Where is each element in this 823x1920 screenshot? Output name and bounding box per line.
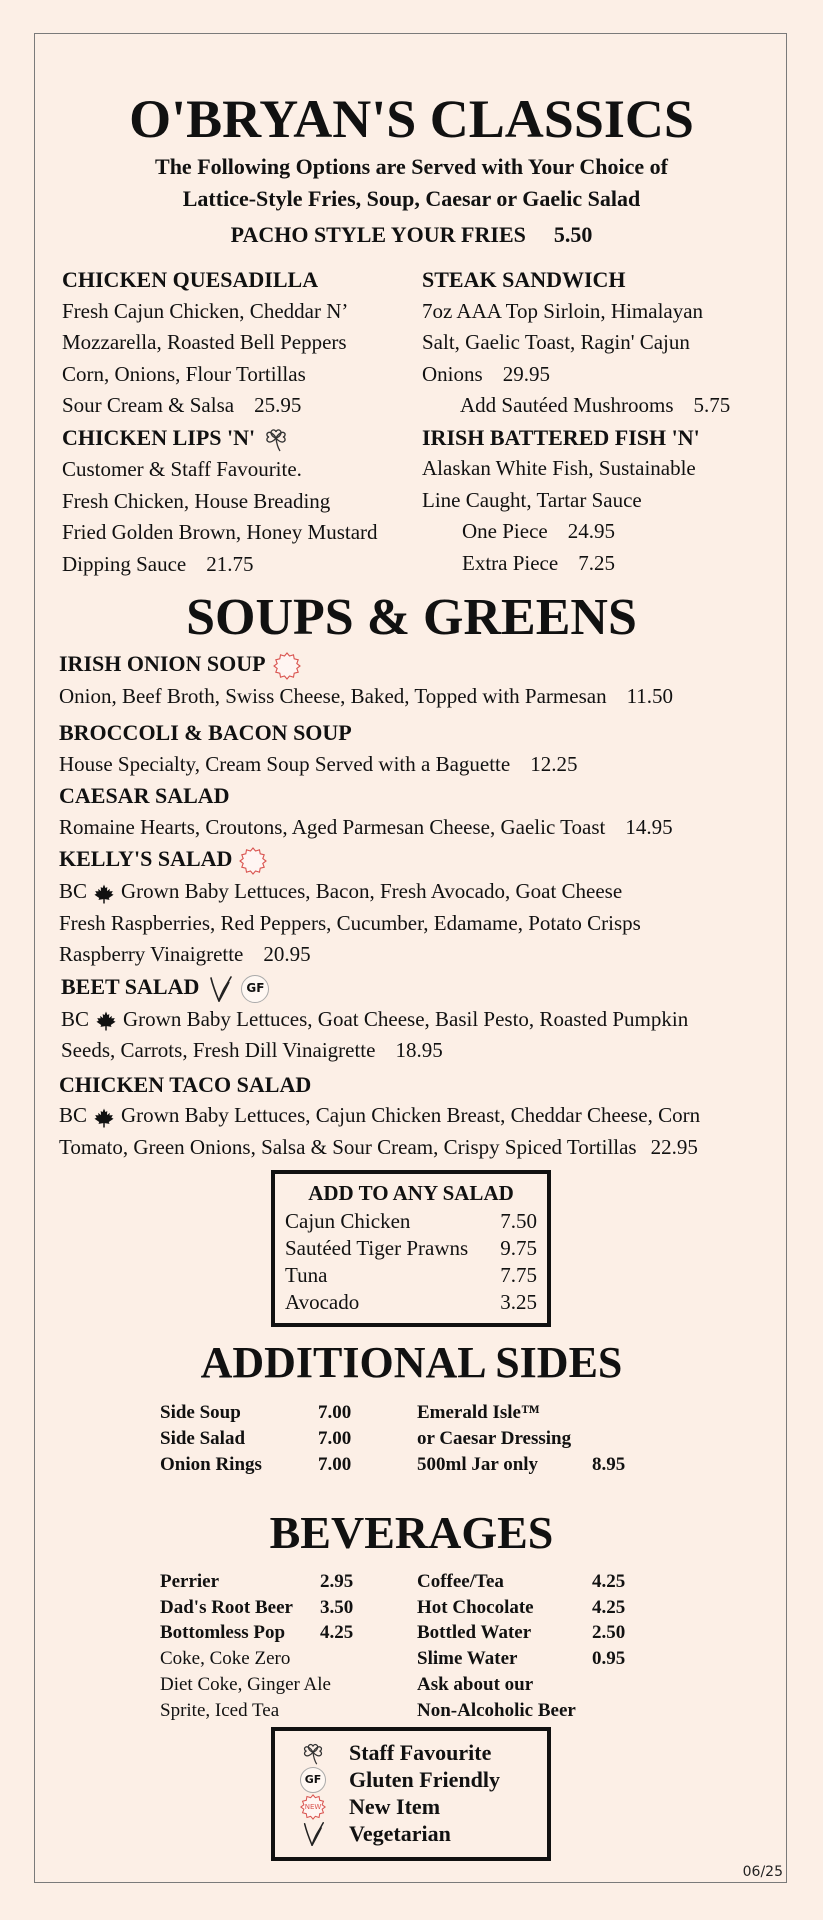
quesadilla-desc-2: Mozzarella, Roasted Bell Peppers	[62, 330, 347, 354]
dressing-line-1: Emerald Isle™	[417, 1402, 540, 1423]
beverage-price: 2.50	[592, 1622, 626, 1644]
classics-title: O'BRYAN'S CLASSICS	[129, 89, 694, 149]
maple-leaf-icon	[95, 1010, 117, 1032]
kelly-salad-desc-3-text: Raspberry Vinaigrette	[59, 942, 244, 967]
side-price: 7.00	[318, 1428, 352, 1449]
broccoli-soup-desc	[59, 749, 700, 781]
soups-title: SOUPS & GREENS	[186, 589, 637, 646]
beverage-row	[160, 1569, 353, 1595]
lips-price: 21.75	[206, 551, 254, 576]
beverage-name: Dad's Root Beer	[160, 1596, 293, 1618]
lips-desc-4	[62, 549, 378, 581]
taco-salad-desc-2	[59, 1132, 700, 1164]
beet-salad-heading	[59, 971, 700, 1004]
salad-addon-name: Sautéed Tiger Prawns	[285, 1236, 469, 1260]
mushroom-addon-price: 5.75	[693, 393, 731, 417]
steak-desc-2: Salt, Gaelic Toast, Ragin' Cajun	[422, 330, 690, 354]
chicken-lips-heading	[62, 422, 378, 455]
beverages-right-list	[417, 1569, 625, 1723]
beverage-row	[160, 1620, 353, 1646]
salad-addon-row	[285, 1208, 537, 1235]
beverage-name: Bottled Water	[417, 1622, 532, 1644]
ask-beer-2: Non-Alcoholic Beer	[417, 1699, 576, 1721]
salad-addon-price: 7.50	[500, 1209, 537, 1233]
beverage-price: 4.25	[592, 1571, 626, 1592]
kelly-salad-price: 20.95	[263, 942, 311, 967]
salad-addon-price: 9.75	[500, 1236, 537, 1260]
add-to-salad-title: ADD TO ANY SALAD	[308, 1181, 514, 1205]
steak-name: STEAK SANDWICH	[422, 267, 626, 292]
fish-desc-1: Alaskan White Fish, Sustainable	[422, 456, 696, 480]
beet-salad-desc-1-text: Grown Baby Lettuces, Goat Cheese, Basil Pesto, Roasted Pumpkin	[123, 1006, 689, 1031]
salad-addon-row	[285, 1289, 537, 1316]
legend-gf	[299, 1766, 547, 1793]
taco-salad-price: 22.95	[650, 1134, 698, 1159]
kelly-salad-desc-3	[59, 939, 700, 971]
legend-staff	[299, 1739, 547, 1766]
beverage-name: Bottomless Pop	[160, 1622, 286, 1644]
beverage-row	[417, 1569, 625, 1595]
salad-addon-name: Avocado	[285, 1290, 360, 1314]
salad-addon-name: Tuna	[285, 1263, 328, 1287]
salad-addon-price: 3.25	[500, 1290, 537, 1314]
gluten-friendly-icon: GF	[300, 1767, 326, 1793]
quesadilla-desc-4	[62, 390, 378, 422]
new-badge-icon	[272, 651, 302, 681]
beverages-left-list	[160, 1569, 353, 1723]
dressing-jar-label: 500ml Jar only	[417, 1454, 539, 1475]
add-to-salad-box	[271, 1170, 551, 1327]
broccoli-soup-name: BROCCOLI & BACON SOUP	[59, 720, 352, 746]
fish-name: IRISH BATTERED FISH 'N'	[422, 424, 700, 450]
fish-one-label: One Piece	[462, 519, 548, 543]
caesar-salad-name: CAESAR SALAD	[59, 783, 230, 809]
beverage-price: 2.95	[320, 1571, 354, 1592]
fish-extra-label: Extra Piece	[462, 550, 559, 575]
legend-gf-label: Gluten Friendly	[349, 1766, 500, 1792]
beet-salad-desc-2-text: Seeds, Carrots, Fresh Dill Vinaigrette	[61, 1038, 376, 1063]
beverage-price: 4.25	[592, 1596, 626, 1618]
beverage-row	[417, 1646, 625, 1672]
beverage-row	[417, 1620, 625, 1646]
beverage-name: Slime Water	[417, 1648, 518, 1670]
dressing-price: 8.95	[592, 1454, 626, 1475]
beverage-price: 3.50	[320, 1596, 354, 1618]
soups-section	[59, 648, 700, 1163]
legend-box	[271, 1727, 551, 1861]
ask-beer-1: Ask about our	[417, 1673, 534, 1695]
pop-options-2: Diet Coke, Ginger Ale	[160, 1673, 331, 1695]
taco-salad-desc-1-text: Grown Baby Lettuces, Cajun Chicken Breast, Cheddar Cheese, Corn	[121, 1103, 701, 1128]
side-price: 7.00	[318, 1402, 352, 1423]
beverage-price: 4.25	[320, 1622, 354, 1644]
salad-addon-row	[285, 1235, 537, 1262]
fish-extra-price: 7.25	[578, 550, 615, 575]
quesadilla-desc-3: Corn, Onions, Flour Tortillas	[62, 361, 306, 386]
legend-veg-label: Vegetarian	[349, 1820, 451, 1846]
legend-veg	[299, 1820, 547, 1847]
beverage-name: Perrier	[160, 1571, 220, 1592]
side-row	[160, 1426, 351, 1452]
broccoli-soup-desc-text: House Specialty, Cream Soup Served with a Baguette	[59, 751, 511, 776]
onion-soup-heading	[59, 648, 700, 681]
fish-one-price: 24.95	[567, 519, 615, 543]
taco-salad-desc-2-text: Tomato, Green Onions, Salsa & Sour Cream, Crispy Spiced Tortillas	[59, 1134, 637, 1159]
beverage-name: Hot Chocolate	[417, 1596, 534, 1618]
new-badge-text: NEW	[304, 1802, 322, 1811]
pacho-label: PACHO STYLE YOUR FRIES	[230, 222, 526, 247]
vegetarian-icon	[205, 974, 235, 1004]
pop-options-3: Sprite, Iced Tea	[160, 1699, 280, 1721]
beverage-row	[160, 1595, 353, 1621]
menu-date: 06/25	[742, 1864, 783, 1880]
onion-soup-price: 11.50	[626, 683, 674, 708]
beverages-title: BEVERAGES	[269, 1507, 554, 1558]
beverage-price: 0.95	[592, 1648, 626, 1670]
kelly-salad-name: KELLY'S SALAD	[59, 846, 233, 872]
legend-staff-label: Staff Favourite	[349, 1739, 492, 1765]
caesar-salad-desc-text: Romaine Hearts, Croutons, Aged Parmesan Cheese, Gaelic Toast	[59, 814, 606, 839]
steak-desc-3-text: Onions	[422, 361, 483, 386]
dressing-line-2: or Caesar Dressing	[417, 1428, 572, 1449]
kelly-salad-desc-1-text: Grown Baby Lettuces, Bacon, Fresh Avocado, Goat Cheese	[121, 879, 623, 904]
vegetarian-icon	[299, 1820, 327, 1848]
beet-salad-price: 18.95	[395, 1038, 443, 1063]
side-row	[160, 1452, 351, 1478]
steak-desc-1: 7oz AAA Top Sirloin, Himalayan	[422, 298, 704, 323]
lips-desc-3: Fried Golden Brown, Honey Mustard	[62, 520, 378, 545]
classics-subtitle-2: Lattice-Style Fries, Soup, Caesar or Gaelic Salad	[182, 186, 641, 211]
caesar-salad-desc	[59, 812, 700, 844]
pacho-price: 5.50	[553, 222, 593, 247]
new-badge-icon	[238, 846, 268, 876]
kelly-salad-desc-2: Fresh Raspberries, Red Peppers, Cucumber, Edamame, Potato Crisps	[59, 910, 641, 935]
beet-salad-name: BEET SALAD	[61, 973, 200, 999]
salad-addon-name: Cajun Chicken	[285, 1209, 411, 1233]
taco-bc-prefix: BC	[59, 1103, 88, 1128]
onion-soup-desc-text: Onion, Beef Broth, Swiss Cheese, Baked, Topped with Parmesan	[59, 683, 607, 708]
beet-bc-prefix: BC	[61, 1006, 90, 1031]
caesar-salad-price: 14.95	[625, 814, 673, 839]
sides-left-list	[160, 1400, 351, 1478]
quesadilla-name: CHICKEN QUESADILLA	[62, 267, 319, 292]
kelly-bc-prefix: BC	[59, 879, 88, 904]
beet-salad-desc-1	[59, 1004, 700, 1036]
beverage-row	[417, 1595, 625, 1621]
maple-leaf-icon	[93, 883, 115, 905]
onion-soup-desc	[59, 681, 700, 713]
chicken-lips-name: CHICKEN LIPS 'N'	[62, 424, 256, 450]
sides-title: ADDITIONAL SIDES	[200, 1338, 623, 1387]
mushroom-addon-label: Add Sautéed Mushrooms	[460, 393, 674, 417]
steak-price: 29.95	[502, 361, 550, 386]
side-row	[160, 1400, 351, 1426]
kelly-salad-heading	[59, 843, 700, 876]
quesadilla-desc-1: Fresh Cajun Chicken, Cheddar N’	[62, 298, 349, 323]
legend-new-label: New Item	[349, 1793, 441, 1819]
fish-one-piece	[422, 516, 730, 548]
mushroom-addon	[422, 390, 730, 422]
side-name: Side Soup	[160, 1402, 241, 1423]
pacho-fries	[0, 222, 823, 248]
broccoli-soup-price: 12.25	[530, 751, 578, 776]
shamrock-icon	[299, 1739, 327, 1767]
steak-desc-3	[422, 359, 730, 391]
side-price: 7.00	[318, 1454, 352, 1475]
beet-salad-desc-2	[59, 1035, 700, 1067]
classics-left-column	[62, 264, 378, 580]
taco-salad-desc-1	[59, 1100, 700, 1132]
onion-soup-name: IRISH ONION SOUP	[59, 651, 266, 676]
beverage-name: Coffee/Tea	[417, 1571, 504, 1592]
classics-right-column	[422, 264, 730, 579]
salad-addon-row	[285, 1262, 537, 1289]
fish-desc-2: Line Caught, Tartar Sauce	[422, 487, 642, 512]
maple-leaf-icon	[93, 1107, 115, 1129]
lips-desc-4-text: Dipping Sauce	[62, 551, 187, 576]
side-name: Onion Rings	[160, 1454, 262, 1475]
legend-new	[299, 1793, 547, 1820]
kelly-salad-desc-1	[59, 876, 700, 908]
pop-options-1: Coke, Coke Zero	[160, 1648, 291, 1670]
salad-addon-price: 7.75	[500, 1263, 537, 1287]
gluten-friendly-icon: GF	[241, 975, 269, 1003]
quesadilla-desc-4-text: Sour Cream & Salsa	[62, 393, 235, 417]
quesadilla-price: 25.95	[254, 393, 302, 417]
taco-salad-name: CHICKEN TACO SALAD	[59, 1071, 312, 1097]
dressing-line-3	[417, 1452, 625, 1478]
fish-extra-piece	[422, 548, 730, 580]
classics-subtitle-1: The Following Options are Served with Your Choice of	[155, 154, 668, 179]
dressing-item	[417, 1400, 625, 1478]
side-name: Side Salad	[160, 1428, 246, 1449]
lips-desc-2: Fresh Chicken, House Breading	[62, 488, 331, 513]
shamrock-icon	[261, 424, 291, 454]
lips-desc-1: Customer & Staff Favourite.	[62, 457, 302, 482]
